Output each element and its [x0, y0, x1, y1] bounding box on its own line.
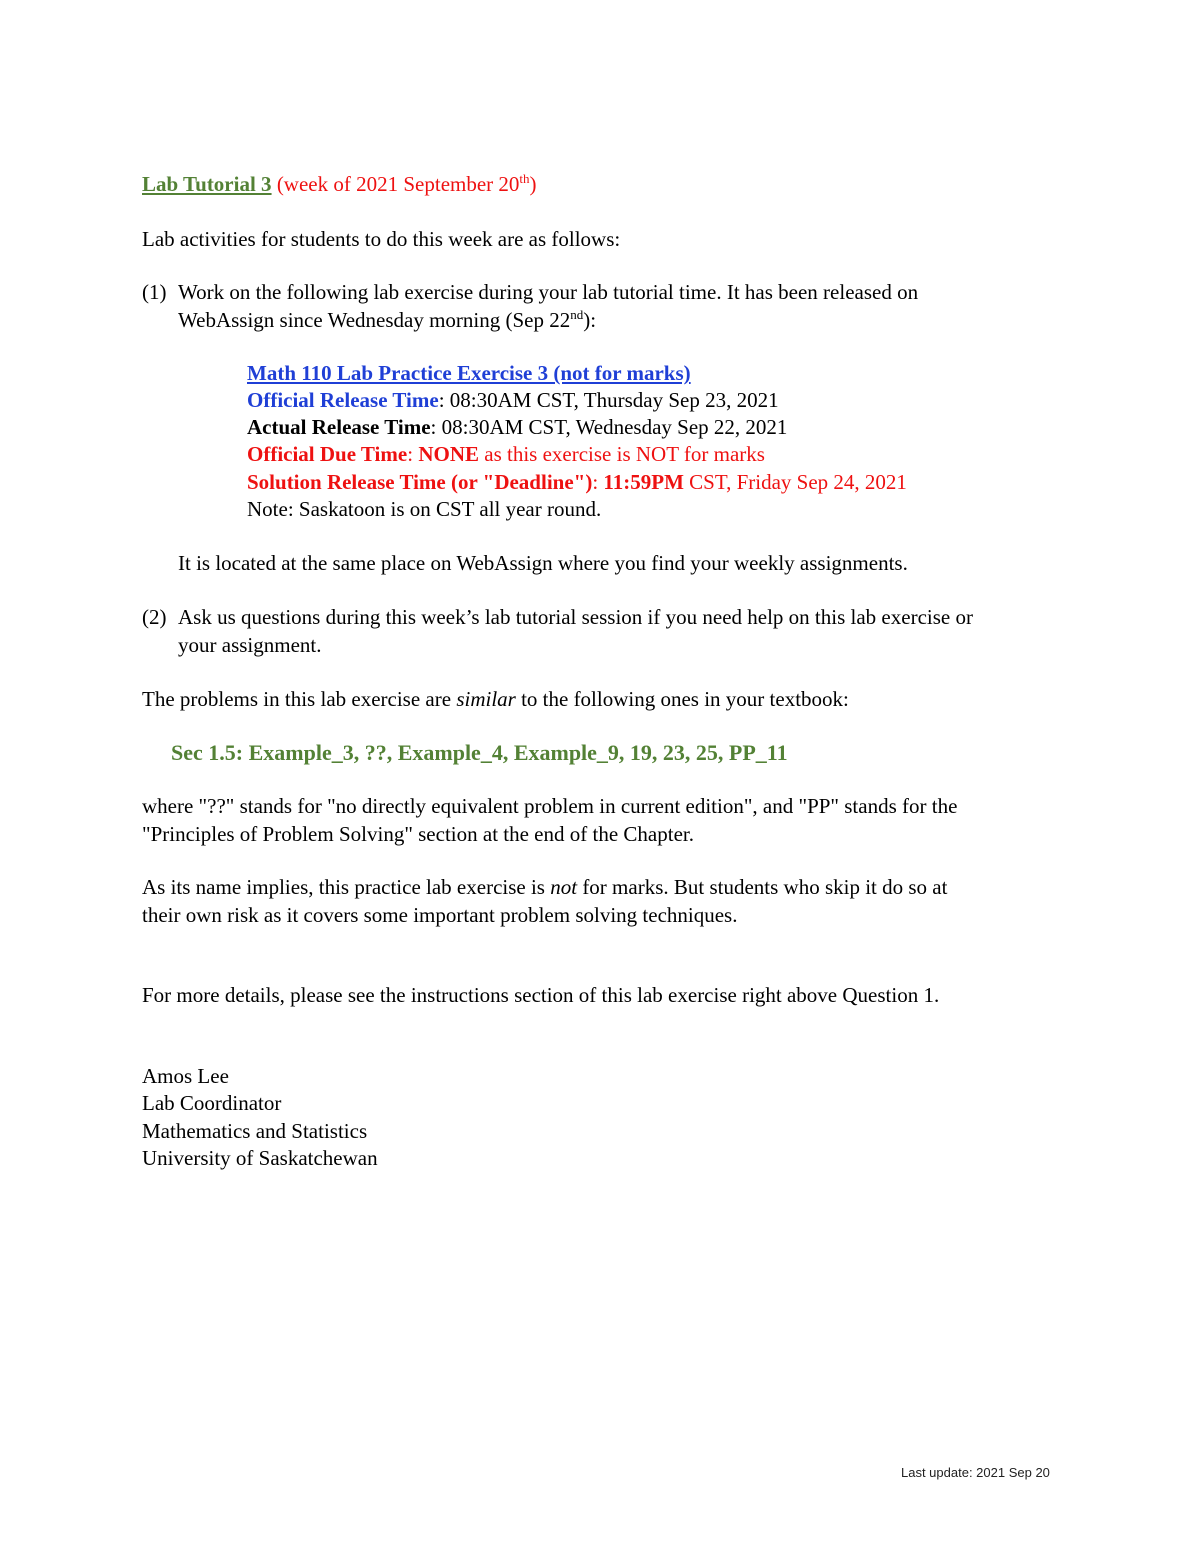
- week-label: (week of 2021 September 20th): [276, 171, 537, 196]
- last-update-footer: Last update: 2021 Sep 20: [901, 1465, 1050, 1480]
- practice-line2: their own risk as it covers some important problem solving techniques.: [142, 903, 738, 927]
- section-problem-list: Sec 1.5: Example_3, ??, Example_4, Example_9, 19, 23, 25, PP_11: [171, 740, 788, 765]
- item1-line2: WebAssign since Wednesday morning (Sep 22nd):: [178, 307, 597, 332]
- item2-line1: Ask us questions during this week’s lab tutorial session if you need help on this lab exercise or: [178, 605, 973, 629]
- item1-number: (1): [142, 280, 167, 304]
- item1-line1: Work on the following lab exercise during your lab tutorial time. It has been released on: [178, 280, 919, 304]
- solution-release-line: Solution Release Time (or "Deadline"): 11:59PM CST, Friday Sep 24, 2021: [247, 470, 907, 494]
- intro-text: Lab activities for students to do this week are as follows:: [142, 227, 621, 251]
- timezone-note: Note: Saskatoon is on CST all year round.: [247, 497, 602, 521]
- problems-text: The problems in this lab exercise are similar to the following ones in your textbook:: [142, 687, 849, 711]
- exercise-link[interactable]: Math 110 Lab Practice Exercise 3 (not for marks): [247, 361, 691, 385]
- item2-number: (2): [142, 605, 167, 629]
- where-line2: "Principles of Problem Solving" section at the end of the Chapter.: [142, 822, 694, 846]
- title-text: Lab Tutorial 3: [142, 172, 272, 196]
- page-title: [142, 170, 537, 198]
- practice-line1: As its name implies, this practice lab exercise is not for marks. But students who skip it do so at: [142, 875, 948, 899]
- item2-line2: your assignment.: [178, 633, 322, 657]
- signature-role: Lab Coordinator: [142, 1091, 282, 1115]
- signature-department: Mathematics and Statistics: [142, 1119, 368, 1143]
- due-time-line: Official Due Time: NONE as this exercise is NOT for marks: [247, 442, 765, 466]
- signature-name: Amos Lee: [142, 1064, 229, 1088]
- where-line1: where "??" stands for "no directly equivalent problem in current edition", and "PP" stands for the: [142, 794, 958, 818]
- location-text: It is located at the same place on WebAssign where you find your weekly assignments.: [178, 551, 908, 575]
- actual-release-line: Actual Release Time: 08:30AM CST, Wednesday Sep 22, 2021: [247, 415, 788, 439]
- details-text: For more details, please see the instructions section of this lab exercise right above Question 1.: [142, 983, 940, 1007]
- signature-university: University of Saskatchewan: [142, 1146, 378, 1170]
- official-release-line: Official Release Time: 08:30AM CST, Thursday Sep 23, 2021: [247, 388, 779, 412]
